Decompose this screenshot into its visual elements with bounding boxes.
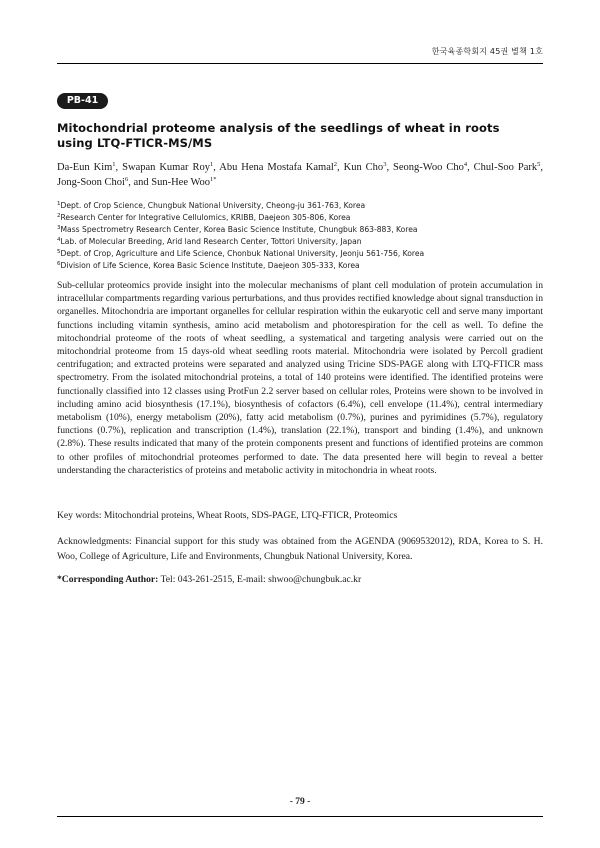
affiliation: $^2$Research Center for Integrative Cellulomics, KRIBB, Daejeon 305-806, Korea — [57, 213, 351, 222]
header-divider — [57, 63, 543, 64]
corresponding-author — [57, 573, 543, 586]
paper-title: Mitochondrial proteome analysis of the seedlings of wheat in roots using LTQ-FTICR-MS/MS — [57, 121, 500, 150]
author: Da-Eun Kim$^1$, — [57, 161, 123, 173]
author: Seong-Woo Cho$^4$, — [393, 161, 474, 173]
author: Chul-Soo Park$^5$, — [473, 161, 544, 173]
journal-header: 한국육종학회지 45권 별책 1호 — [431, 47, 543, 56]
page-number: - 79 - — [289, 797, 311, 807]
author: Kun Cho$^3$, — [343, 161, 394, 173]
author: Sun-Hee Woo$^{1*}$ — [151, 176, 217, 188]
affiliation: $^4$Lab. of Molecular Breeding, Arid land Research Center, Tottori University, Japan — [57, 237, 362, 246]
affiliation: $^1$Dept. of Crop Science, Chungbuk National University, Cheong-ju 361-763, Korea — [57, 201, 366, 210]
author: Abu Hena Mostafa Kamal$^2$, — [219, 161, 344, 173]
corresponding-label: *Corresponding Author: — [57, 574, 159, 585]
author: Jong-Soon Choi$^6$, and — [57, 176, 152, 188]
poster-id-badge: PB-41 — [57, 93, 108, 109]
affiliation: $^6$Division of Life Science, Korea Basic Science Institute, Daejeon 305-333, Korea — [57, 261, 360, 270]
corresponding-tel: Tel: 043-261-2515, — [160, 574, 235, 585]
author: Swapan Kumar Roy$^1$, — [122, 161, 220, 173]
acknowledgments: Acknowledgments: Financial support for this study was obtained from the AGENDA (9069532012), RDA, Korea to S. H. Woo, College of Agriculture, Life and Environments, Chungbuk National University, Korea. — [57, 536, 543, 562]
affiliation: $^5$Dept. of Crop, Agriculture and Life Science, Chonbuk National University, Jeonju 561-756, Korea — [57, 249, 425, 258]
keywords: Key words: Mitochondrial proteins, Wheat Roots, SDS-PAGE, LTQ-FTICR, Proteomics — [57, 510, 398, 521]
affiliation: $^3$Mass Spectrometry Research Center, Korea Basic Science Institute, Chungbuk 863-883, Korea — [57, 225, 418, 234]
affiliation-list — [57, 200, 543, 272]
author-list — [57, 160, 543, 190]
corresponding-email: E-mail: shwoo@chungbuk.ac.kr — [236, 574, 362, 585]
footer-divider — [57, 816, 543, 817]
abstract-body: Sub-cellular proteomics provide insight into the molecular mechanisms of plant cell modulation of protein accumulation in intracellular compartments regarding various perturbations, and thus provides rectified knowledge about signal transduction in organelles. Mitochondria are important organelles for cellular respiration within the eukaryotic cell and serve many important functions including vitamin synthesis, amino acid metabolism and photorespiration for the cell as well. To define the mitochondrial proteome of the roots of wheat seedling, a systematical and targeting analysis were carried out on the mitochondrial proteome from 15 days-old wheat seedling roots material. Mitochondria were isolated by Percoll gradient centrifugation; and extracted proteins were separated and analyzed using Tricine SDS-PAGE along with LTQ-FTICR mass spectrometry. From the isolated mitochondrial proteins, a total of 140 proteins were identified. The identified proteins were functionally classified into 12 classes using ProtFun 2.2 server based on cellular roles, Proteins were shown to be involved in including amino acid biosynthesis (17.1%), biosynthesis of cofactors (6.4%), cell envelope (11.4%), central intermediary metabolism (10%), energy metabolism (20%), fatty acid metabolism (0.7%), purines and pyrimidines (5.7%), regulatory functions (0.7%), replication and transcription (1.4%), translation (22.1%), transport and binding (1.4%), and unknown (2.8%). These results indicated that many of the protein components present and functions of identified proteins are common to other profiles of mitochondrial proteomes performed to date. The data presented here will begin to reveal a better understanding the characteristics of proteins and metabolic activity in mitochondria in wheat roots. — [57, 280, 543, 476]
